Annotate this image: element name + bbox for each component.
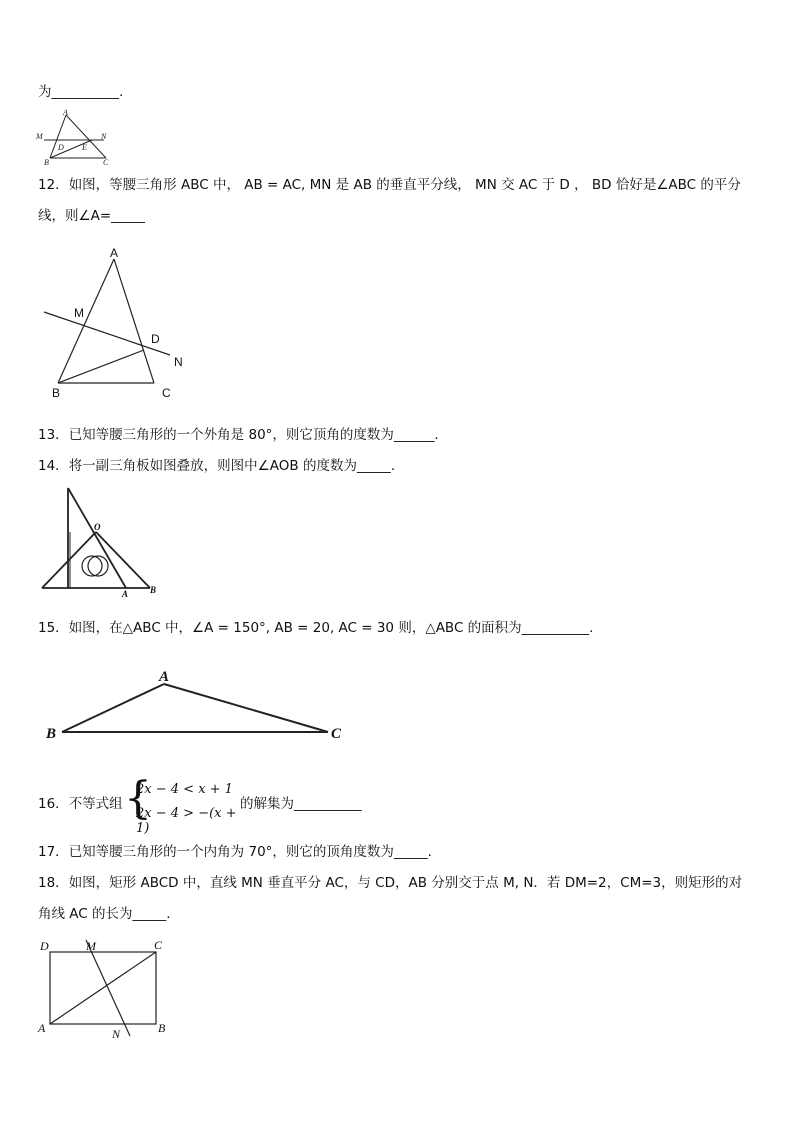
fig12-label-C: C bbox=[162, 386, 171, 400]
question-number: 12． bbox=[38, 177, 69, 193]
question-15-text: 如图，在△ABC 中，∠A = 150°, AB = 20, AC = 30 则，△ABC 的面积为__________. bbox=[68, 620, 594, 636]
fig14-right-edge bbox=[96, 532, 150, 588]
fig14-circle-1 bbox=[82, 556, 102, 576]
question-number: 13． bbox=[38, 427, 69, 443]
fig11-label-C: C bbox=[103, 158, 109, 166]
question-number: 14． bbox=[38, 458, 69, 474]
figure-q12 bbox=[34, 243, 204, 401]
fig18-line-MN bbox=[86, 940, 130, 1036]
fig18-diagonal-AC bbox=[50, 952, 156, 1024]
question-18-line2: 角线 AC 的长为_____. bbox=[38, 906, 171, 922]
question-13-text: 已知等腰三角形的一个外角是 80°，则它顶角的度数为______. bbox=[68, 427, 439, 443]
fig11-label-B: B bbox=[44, 158, 49, 166]
fig18-label-B: B bbox=[158, 1021, 166, 1035]
question-16-prefix: 不等式组 bbox=[68, 796, 123, 812]
top-prefix: 为 bbox=[38, 84, 52, 100]
question-number: 16． bbox=[38, 796, 69, 812]
fig11-label-N: N bbox=[101, 132, 107, 141]
fig18-label-N: N bbox=[112, 1027, 121, 1041]
fig12-label-D: D bbox=[151, 332, 160, 346]
figure-q11 bbox=[32, 108, 117, 166]
question-number: 15． bbox=[38, 620, 69, 636]
question-15 bbox=[38, 619, 593, 637]
question-13 bbox=[38, 426, 439, 444]
question-12-line1 bbox=[38, 176, 741, 194]
fig11-label-E: E bbox=[82, 143, 87, 152]
fig12-label-N: N bbox=[174, 355, 183, 369]
fig15-side-AC bbox=[164, 684, 328, 732]
question-12-text: 如图，等腰三角形 ABC 中， AB = AC, MN 是 AB 的垂直平分线， MN 交 AC 于 D ， BD 恰好是∠ABC 的平分 bbox=[68, 177, 741, 193]
figure-q18 bbox=[36, 934, 176, 1042]
fig18-label-C: C bbox=[154, 938, 163, 952]
inequality-1: 2x − 4 < x + 1 bbox=[136, 782, 233, 797]
question-14-text: 将一副三角板如图叠放，则图中∠AOB 的度数为_____. bbox=[68, 458, 396, 474]
fig11-label-M: M bbox=[36, 132, 43, 141]
fig12-label-B: B bbox=[52, 386, 61, 400]
fig15-label-A: A bbox=[159, 669, 170, 685]
fig14-hypotenuse-1 bbox=[68, 488, 126, 588]
question-number: 17． bbox=[38, 844, 69, 860]
brace-icon: { bbox=[124, 773, 152, 824]
question-18-text: 如图，矩形 ABCD 中，直线 MN 垂直平分 AC，与 CD，AB 分别交于点 M, N．若 DM=2，CM=3，则矩形的对 bbox=[68, 875, 743, 891]
fig11-label-D: D bbox=[58, 143, 64, 152]
question-number: 18． bbox=[38, 875, 69, 891]
inequality-system bbox=[124, 773, 240, 836]
fig18-label-M: M bbox=[86, 939, 96, 953]
fig11-label-A: A bbox=[63, 108, 68, 117]
fig15-label-C: C bbox=[331, 726, 342, 742]
fig14-label-B: B bbox=[150, 585, 157, 595]
fig14-label-O: O bbox=[94, 522, 101, 532]
answer-blank: __________ bbox=[51, 84, 119, 100]
fig12-label-M: M bbox=[74, 306, 84, 320]
question-18-line1 bbox=[38, 874, 742, 892]
question-14 bbox=[38, 457, 395, 475]
fig18-label-A: A bbox=[38, 1021, 46, 1035]
fig15-label-B: B bbox=[46, 726, 57, 742]
figure-q15 bbox=[38, 662, 358, 748]
fig14-left-edge bbox=[42, 532, 96, 588]
fig12-side-AC bbox=[114, 259, 154, 383]
question-17-text: 已知等腰三角形的一个内角为 70°，则它的顶角度数为_____. bbox=[68, 844, 432, 860]
top-suffix: . bbox=[119, 84, 124, 100]
fig12-label-A: A bbox=[110, 246, 119, 260]
fig15-side-AB bbox=[62, 684, 164, 732]
top-fragment bbox=[38, 83, 123, 101]
question-12-line2: 线，则∠A=_____ bbox=[38, 208, 145, 224]
inequality-2: 2x − 4 > −(x + 1) bbox=[136, 806, 237, 836]
question-16 bbox=[38, 795, 123, 813]
figure-q14 bbox=[36, 484, 166, 599]
fig18-label-D: D bbox=[40, 939, 49, 953]
question-17 bbox=[38, 843, 432, 861]
question-16-suffix: 的解集为__________ bbox=[240, 796, 362, 812]
fig14-circle-2 bbox=[88, 556, 108, 576]
fig14-label-A: A bbox=[122, 589, 129, 599]
